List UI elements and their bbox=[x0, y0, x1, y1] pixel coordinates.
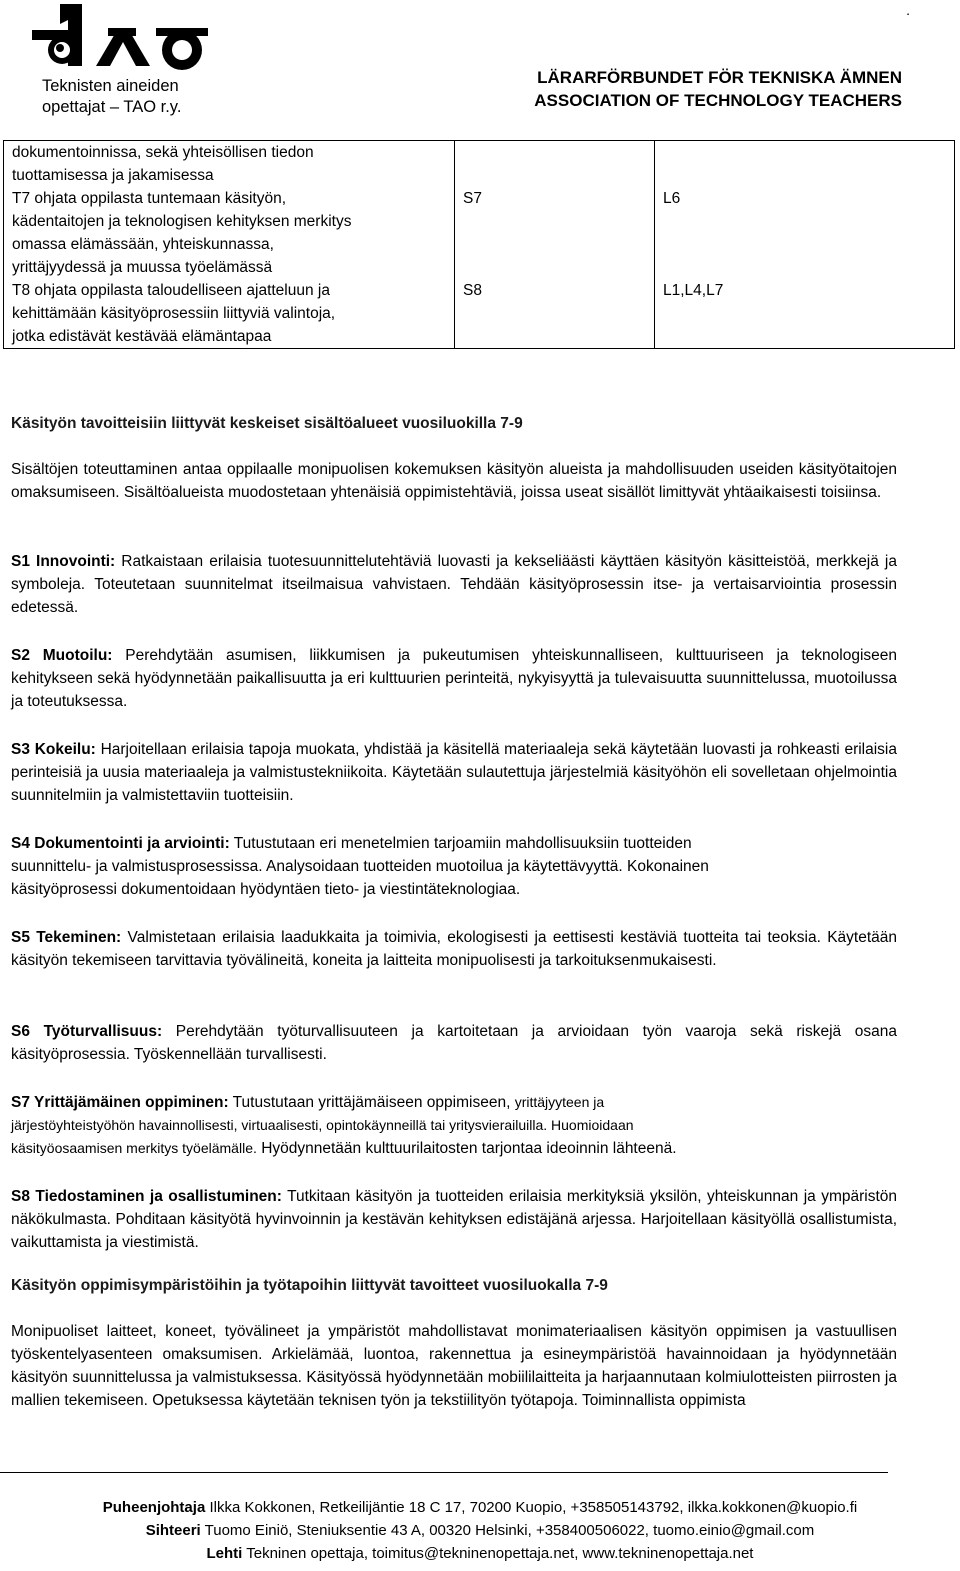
s7-paragraph bbox=[11, 1091, 897, 1160]
s7-text-line3a: käsityöosaamisen merkitys työelämälle. bbox=[11, 1140, 257, 1156]
tao-logo-mark bbox=[30, 4, 220, 76]
content-area-s8: S8 bbox=[463, 282, 482, 299]
s4-text-line2: suunnittelu- ja valmistusprosessissa. Analysoidaan tuotteiden muotoilua ja käytettävyyttä. Kokonainen bbox=[11, 858, 709, 875]
footer-chairman bbox=[0, 1496, 960, 1519]
logo-caption bbox=[42, 76, 181, 118]
s8-paragraph bbox=[11, 1185, 897, 1254]
organization-name-english: ASSOCIATION OF TECHNOLOGY TEACHERS bbox=[534, 91, 902, 110]
section-heading: Käsityön oppimisympäristöihin ja työtapoihin liittyvät tavoitteet vuosiluokalla 7-9 bbox=[11, 1277, 608, 1294]
goal-line: kehittämään käsityöprosessiin liittyviä valintoja, bbox=[12, 305, 336, 322]
s2-title: S2 Muotoilu: bbox=[11, 647, 113, 664]
s4-text-line1: Tutustutaan eri menetelmien tarjoamiin mahdollisuuksiin tuotteiden bbox=[233, 835, 692, 852]
footer-chairman-label: Puheenjohtaja bbox=[102, 1499, 206, 1516]
s2-paragraph bbox=[11, 644, 897, 713]
footer-magazine-label: Lehti bbox=[206, 1545, 243, 1562]
corner-dot: . bbox=[906, 2, 910, 18]
footer-secretary-text: Tuomo Einiö, Steniuksentie 43 A, 00320 Helsinki, +358400506022, tuomo.einio@gmail.com bbox=[204, 1522, 815, 1539]
s6-paragraph bbox=[11, 1020, 897, 1066]
section-heading: Käsityön tavoitteisiin liittyvät keskeiset sisältöalueet vuosiluokilla 7-9 bbox=[11, 415, 523, 432]
heading-content-areas bbox=[11, 413, 897, 435]
heading-learning-environments bbox=[11, 1275, 897, 1297]
goal-line: T8 ohjata oppilasta taloudelliseen ajatteluun ja bbox=[12, 282, 330, 299]
tao-logo bbox=[30, 4, 220, 116]
goal-line: omassa elämässään, yhteiskunnassa, bbox=[12, 236, 274, 253]
competence-l6: L6 bbox=[663, 190, 681, 207]
s5-text: Valmistetaan erilaisia laadukkaita ja toimivia, ekologisesti ja eettisesti kestäviä tuotteita tai teoksia. Käytetään käsityön tekemiseen tarvittavia työvälineitä, koneita ja laitteita monipuolisesti ja tarkoituksenmukaisesti. bbox=[11, 929, 897, 969]
s8-title: S8 Tiedostaminen ja osallistuminen: bbox=[11, 1188, 282, 1205]
footer-magazine-text: Tekninen opettaja, toimitus@tekninenopettaja.net, www.tekninenopettaja.net bbox=[246, 1545, 754, 1562]
footer-divider bbox=[0, 1472, 888, 1473]
footer-secretary bbox=[0, 1519, 960, 1542]
logo-caption-line2: opettajat – TAO r.y. bbox=[42, 98, 182, 116]
intro-paragraph bbox=[11, 458, 897, 504]
goal-line: jotka edistävät kestävää elämäntapaa bbox=[12, 328, 272, 345]
competence-cell bbox=[655, 141, 955, 349]
organization-name bbox=[534, 66, 902, 112]
footer-chairman-text: Ilkka Kokkonen, Retkeilijäntie 18 C 17, 70200 Kuopio, +358505143792, ilkka.kokkonen@kuopio.fi bbox=[209, 1499, 858, 1516]
s1-title: S1 Innovointi: bbox=[11, 553, 116, 570]
s4-paragraph bbox=[11, 832, 897, 901]
s3-text: Harjoitellaan erilaisia tapoja muokata, yhdistää ja käsitellä materiaaleja sekä käytetään luovasti ja rohkeasti erilaisia perinteisiä ja uusia materiaaleja ja valmistustekniikoita. Käytetään sulautettuja järjestelmiä käsityöhön eli sovelletaan ohjelmointia suunnitelmiin ja valmistettaviin tuotteisiin. bbox=[11, 741, 897, 804]
goal-line: dokumentoinnissa, sekä yhteisöllisen tiedon bbox=[12, 144, 314, 161]
intro-text: Sisältöjen toteuttaminen antaa oppilaalle monipuolisen kokemuksen käsityön alueista ja mahdollisuuden useiden käsityötaitojen omaksumiseen. Sisältöalueista muodostetaan yhtenäisiä oppimistehtäviä, joissa useat sisällöt limittyvät yhtäaikaisesti toisiinsa. bbox=[11, 461, 897, 501]
goal-line: kädentaitojen ja teknologisen kehityksen merkitys bbox=[12, 213, 352, 230]
s5-title: S5 Tekeminen: bbox=[11, 929, 122, 946]
competence-l1-l4-l7: L1,L4,L7 bbox=[663, 282, 724, 299]
objectives-table bbox=[3, 140, 955, 349]
s7-text-line1b: yrittäjyyteen ja bbox=[514, 1094, 605, 1110]
s4-title: S4 Dokumentointi ja arviointi: bbox=[11, 835, 230, 852]
s3-title: S3 Kokeilu: bbox=[11, 741, 96, 758]
s6-title: S6 Työturvallisuus: bbox=[11, 1023, 163, 1040]
content-area-cell bbox=[455, 141, 655, 349]
s7-text-line2: järjestöyhteistyöhön havainnollisesti, virtuaalisesti, opintokäynneillä tai yritysvierailuilla. Huomioidaan bbox=[11, 1117, 634, 1133]
goal-line: T7 ohjata oppilasta tuntemaan käsityön, bbox=[12, 190, 287, 207]
s4-text-line3: käsityöprosessi dokumentoidaan hyödyntäen tieto- ja viestintäteknologiaa. bbox=[11, 881, 521, 898]
s7-title: S7 Yrittäjämäinen oppiminen: bbox=[11, 1094, 229, 1111]
page-footer bbox=[0, 1496, 960, 1565]
s2-text: Perehdytään asumisen, liikkumisen ja pukeutumisen yhteiskunnalliseen, kulttuuriseen ja teknologiseen kehitykseen sekä hyödynnetään paikallisuutta ja eri kulttuurien perinteitä, nykyisyyttä ja tulevaisuutta suunnittelussa, muotoilussa ja toteutuksessa. bbox=[11, 647, 897, 710]
logo-caption-line1: Teknisten aineiden bbox=[42, 77, 179, 95]
s7-text-line3b: Hyödynnetään kulttuurilaitosten tarjontaa ideoinnin lähteenä. bbox=[261, 1140, 677, 1157]
s1-text: Ratkaistaan erilaisia tuotesuunnittelutehtäviä luovasti ja kekseliäästi käyttäen käsityön käsitteistöä, merkkejä ja symboleja. Toteutetaan suunnitelmat itseilmaisua vahvistaen. Tehdään käsityöprosessin itse- ja vertaisarviointia prosessin edetessä. bbox=[11, 553, 897, 616]
organization-name-swedish: LÄRARFÖRBUNDET FÖR TEKNISKA ÄMNEN bbox=[537, 68, 902, 87]
footer-secretary-label: Sihteeri bbox=[145, 1522, 201, 1539]
s5-paragraph bbox=[11, 926, 897, 972]
s8-text: Tutkitaan käsityön ja tuotteiden erilaisia merkityksiä yksilön, yhteiskunnan ja ympäristön näkökulmasta. Pohditaan käsityötä hyvinvoinnin ja kestävän kehityksen edistäjänä arjessa. Harjoitellaan käsityöllä osallistumista, vaikuttamista ja viestimistä. bbox=[11, 1188, 897, 1251]
environment-text: Monipuoliset laitteet, koneet, työvälineet ja ympäristöt mahdollistavat monimateriaalisen käsityön oppimisen ja vastuullisen työskentelyasenteen omaksumisen. Arkielämää, luontoa, rakennettua ja esineympäristöä havainnoidaan ja hyödynnetään käsityön suunnittelussa ja valmistuksessa. Käsityössä hyödynnetään mobiililaitteita ja harjaannutaan kolmiulotteisten piirrosten ja mallien tekemiseen. Opetuksessa käytetään teknisen työn ja tekstiilityön työtapoja. Toiminnallista oppimista bbox=[11, 1323, 897, 1409]
s1-paragraph bbox=[11, 550, 897, 619]
goal-cell bbox=[4, 141, 455, 349]
s7-text-line1a: Tutustutaan yrittäjämäiseen oppimiseen, bbox=[232, 1094, 511, 1111]
page-header bbox=[0, 0, 960, 135]
footer-magazine bbox=[0, 1542, 960, 1565]
s3-paragraph bbox=[11, 738, 897, 807]
s6-text: Perehdytään työturvallisuuteen ja kartoitetaan ja arvioidaan työn vaaroja sekä riskejä osana käsityöprosessia. Työskennellään turvallisesti. bbox=[11, 1023, 897, 1063]
environment-paragraph bbox=[11, 1320, 897, 1412]
table-row bbox=[4, 141, 955, 349]
content-area-s7: S7 bbox=[463, 190, 482, 207]
goal-line: tuottamisessa ja jakamisessa bbox=[12, 167, 214, 184]
goal-line: yrittäjyydessä ja muussa työelämässä bbox=[12, 259, 273, 276]
